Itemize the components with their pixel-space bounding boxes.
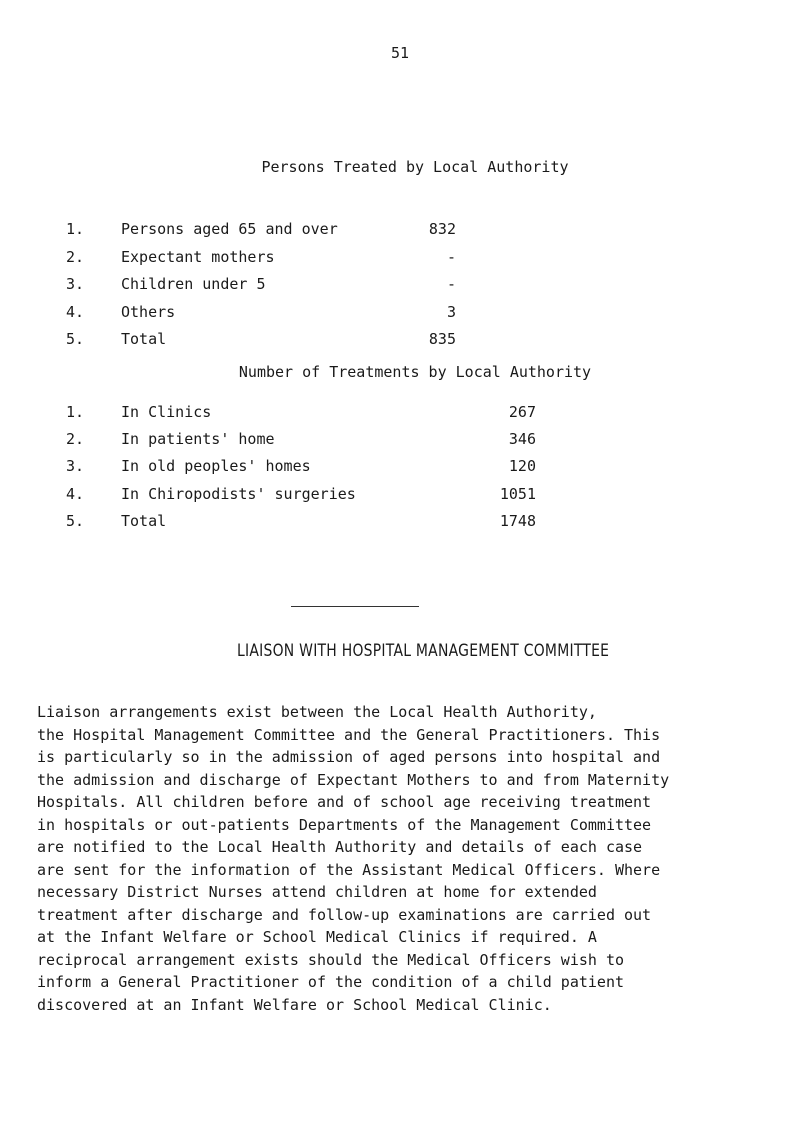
liaison-paragraph: Liaison arrangements exist between the Local Health Authority, the Hospital Management Committee and the General Practitioners. This is particularly so in the admission of aged persons into hospital and the admission and discharge of Expectant Mothers to and from Maternity Hospitals. All children before and of school age receiving treatment in hospitals or out-patients Departments of the Management Committee are notified to the Local Health Authority and details of each case are sent for the information of the Assistant Medical Officers. Where necessary District Nurses attend children at home for extended treatment after discharge and follow-up examinations are carried out at the Infant Welfare or School Medical Clinics if required. A reciprocal arrangement exists should the Medical Officers wish to inform a General Practitioner of the condition of a child patient discovered at an Infant Welfare or School Medical Clinic. (37, 703, 670, 1014)
table-row (66, 481, 536, 508)
table-row (66, 271, 526, 299)
row-number: 3. (66, 457, 85, 476)
treatments-title: Number of Treatments by Local Authority (238, 363, 592, 381)
row-value: 1051 (499, 484, 536, 503)
table-row (66, 453, 536, 480)
row-label: In Chiropodists' surgeries (121, 484, 356, 503)
table-row (66, 326, 526, 354)
table-row (66, 508, 536, 535)
table-row (66, 426, 536, 453)
row-label: In patients' home (121, 430, 275, 449)
section-divider (291, 606, 419, 607)
row-number: 1. (66, 220, 85, 238)
persons-treated-title: Persons Treated by Local Authority (261, 158, 569, 176)
row-number: 2. (66, 430, 85, 449)
row-value: 120 (508, 457, 536, 476)
page-number: 51 (390, 44, 410, 62)
table-row (66, 216, 526, 244)
row-label: Persons aged 65 and over (121, 220, 338, 238)
row-value: 3 (446, 302, 456, 321)
row-number: 2. (66, 247, 85, 266)
row-value: 1748 (499, 511, 536, 530)
table-row (66, 399, 536, 426)
row-label: Children under 5 (121, 275, 266, 293)
row-value: - (446, 247, 456, 266)
row-value: 832 (428, 220, 456, 238)
row-label: Total (121, 511, 167, 530)
row-value: - (446, 275, 456, 293)
treatments-table (66, 399, 536, 535)
row-number: 5. (66, 511, 85, 530)
row-label: In Clinics (121, 403, 212, 421)
row-value: 835 (428, 330, 456, 348)
row-number: 3. (66, 275, 85, 293)
row-value: 267 (508, 403, 536, 421)
table-row (66, 244, 526, 272)
table-row (66, 299, 526, 327)
persons-treated-table (66, 216, 526, 354)
row-number: 4. (66, 484, 85, 503)
row-number: 1. (66, 403, 85, 421)
row-number: 4. (66, 302, 85, 321)
row-number: 5. (66, 330, 85, 348)
row-label: Expectant mothers (121, 247, 275, 266)
row-label: Others (121, 302, 176, 321)
row-label: Total (121, 330, 167, 348)
liaison-heading: LIAISON WITH HOSPITAL MANAGEMENT COMMITTEE (236, 641, 610, 661)
row-label: In old peoples' homes (121, 457, 311, 476)
row-value: 346 (508, 430, 536, 449)
